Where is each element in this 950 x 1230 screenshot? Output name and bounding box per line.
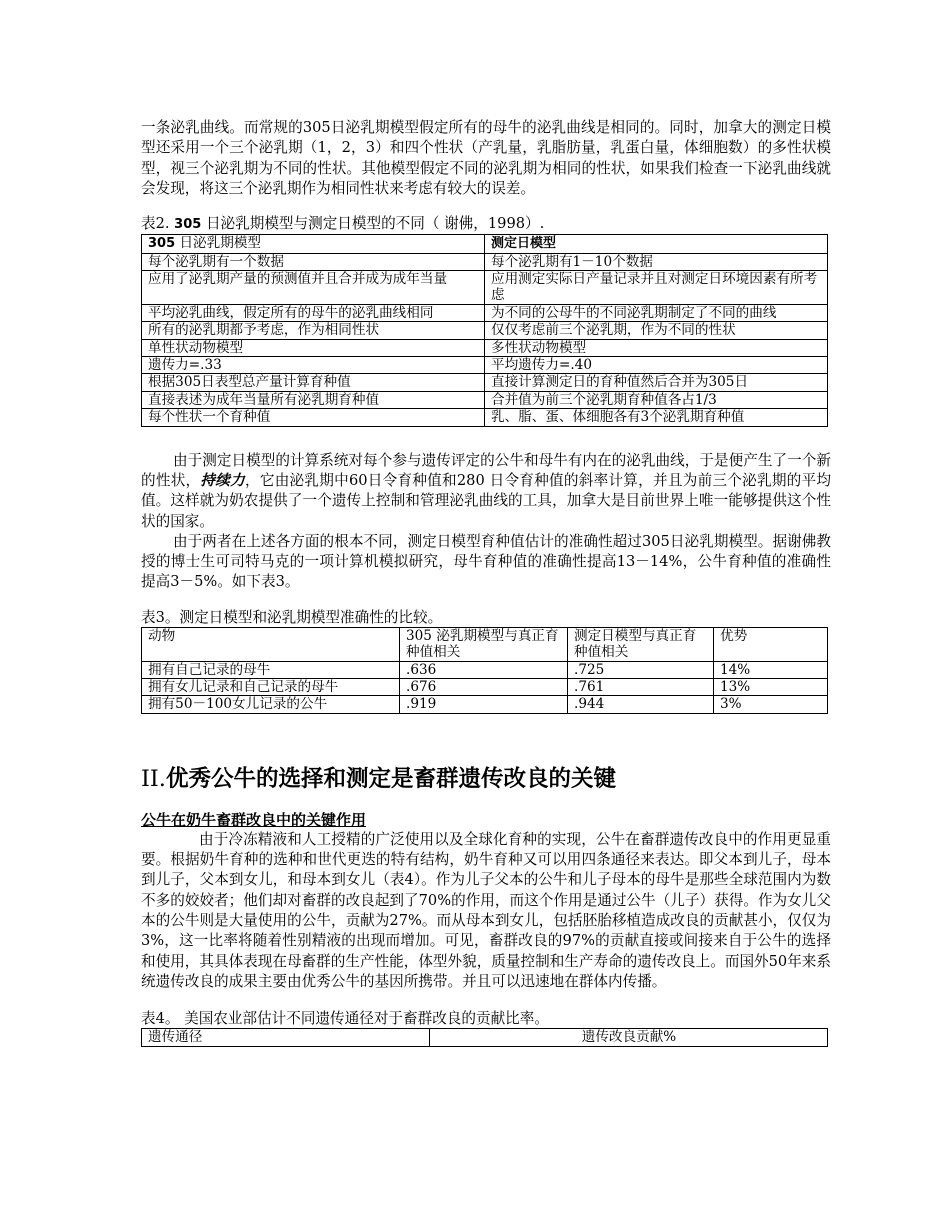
table-row — [142, 391, 828, 408]
table-header-cell: 动物 — [142, 627, 400, 661]
table4-caption: 表4。 美国农业部估计不同遗传通径对于畜群改良的贡献比率。 — [141, 1010, 549, 1028]
table-cell: 直接计算测定日的育种值然后合并为305日 — [485, 374, 828, 391]
table-header-row — [142, 627, 828, 661]
table2 — [141, 234, 828, 426]
table-cell: 直接表述为成年当量所有泌乳期育种值 — [142, 391, 485, 408]
table-cell: 所有的泌乳期都予考虑，作为相同性状 — [142, 322, 485, 339]
table-cell: 拥有50－100女儿记录的公牛 — [142, 696, 400, 713]
table-header-cell: 测定日模型 — [485, 235, 828, 253]
table-cell: 应用了泌乳期产量的预测值并且合并成为成年当量 — [142, 271, 485, 305]
table-row — [142, 339, 828, 356]
table-row — [142, 253, 828, 270]
document-page — [141, 118, 831, 1047]
table-header-cell: 305 日泌乳期模型 — [142, 235, 485, 253]
table-cell: 3% — [714, 696, 828, 713]
table-cell: 多性状动物模型 — [485, 339, 828, 356]
bull-role-paragraph: 由于冷冻精液和人工授精的广泛使用以及全球化育种的实现，公牛在畜群遗传改良中的作用更显重要。根据奶牛育种的选种和世代更迭的特有结构，奶牛育种又可以用四条通径来表达。即父本到儿子，母本到儿子，父本到女儿，和母本到女儿（表4）。作为儿子父本的公牛和儿子母本的母牛是那些全球范围内为数不多的姣姣者；他们却对畜群的改良起到了70%的作用，而这个作用是通过公牛（儿子）获得。作为女儿父本的公牛则是大量使用的公牛，贡献为27%。而从母本到女儿，包括胚胎移植造成改良的贡献甚小，仅仅为3%，这一比率将随着性别精液的出现而增加。可见，畜群改良的97%的贡献直接或间接来自于公牛的选择和使用，其具体表现在母畜群的生产性能，体型外貌，质量控制和生产寿命的遗传改良上。而国外50年来系统遗传改良的成果主要由优秀公牛的基因所携带。并且可以迅速地在群体内传播。 — [141, 830, 831, 990]
table-cell: 平均遗传力=.40 — [485, 357, 828, 374]
table-cell: 每个性状一个育种值 — [142, 409, 485, 426]
table-cell: .761 — [568, 678, 714, 695]
table-header-cell: 遗传通径 — [142, 1029, 430, 1046]
table-row — [142, 678, 828, 695]
emphasized-term: 持续力 — [200, 471, 245, 489]
table-row — [142, 322, 828, 339]
table-cell: 每个泌乳期有一个数据 — [142, 253, 485, 270]
table4 — [141, 1028, 828, 1046]
table-header-row — [142, 235, 828, 253]
table-cell: .919 — [400, 696, 568, 713]
table-cell: .944 — [568, 696, 714, 713]
table-row — [142, 409, 828, 426]
table3-caption: 表3。测定日模型和泌乳期模型准确性的比较。 — [141, 608, 443, 626]
intro-paragraph: 一条泌乳曲线。而常规的305日泌乳期模型假定所有的母牛的泌乳曲线是相同的。同时，加拿大的测定日模型还采用一个三个泌乳期（1，2，3）和四个性状（产乳量，乳脂肪量，乳蛋白量，体细胞数）的多性状模型，视三个泌乳期为不同的性状。其他模型假定不同的泌乳期为相同的性状，如果我们检查一下泌乳曲线就会发现，将这三个泌乳期作为相同性状来考虑有较大的误差。 — [141, 119, 831, 197]
table-cell: 14% — [714, 661, 828, 678]
table-cell: 拥有女儿记录和自己记录的母牛 — [142, 678, 400, 695]
section-heading: II.优秀公牛的选择和测定是畜群遗传改良的关键 — [141, 765, 616, 792]
table-cell: 合并值为前三个泌乳期育种值各占1/3 — [485, 391, 828, 408]
table-cell: 仅仅考虑前三个泌乳期，作为不同的性状 — [485, 322, 828, 339]
table-row — [142, 374, 828, 391]
table-cell: 每个泌乳期有1－10个数据 — [485, 253, 828, 270]
table-cell: .676 — [400, 678, 568, 695]
table-header-row — [142, 1029, 828, 1046]
table-cell: 拥有自己记录的母牛 — [142, 661, 400, 678]
table-cell: 应用测定实际日产量记录并且对测定日环境因素有所考虑 — [485, 271, 828, 305]
subsection-heading: 公牛在奶牛畜群改良中的关键作用 — [141, 810, 367, 829]
table3 — [141, 627, 828, 714]
table-row — [142, 661, 828, 678]
table-cell: 遗传力=.33 — [142, 357, 485, 374]
table-header-cell: 优势 — [714, 627, 828, 661]
table-row — [142, 696, 828, 713]
table-row — [142, 304, 828, 321]
table-header-cell: 遗传改良贡献% — [430, 1029, 828, 1046]
table-cell: 乳、脂、蛋、体细胞各有3个泌乳期育种值 — [485, 409, 828, 426]
table-cell: 13% — [714, 678, 828, 695]
table-row — [142, 271, 828, 305]
table-cell: .725 — [568, 661, 714, 678]
table2-caption: 表2. 305 日泌乳期模型与测定日模型的不同（ 谢佛，1998）. — [141, 215, 545, 233]
table-row — [142, 357, 828, 374]
table-cell: 为不同的公母牛的不同泌乳期制定了不同的曲线 — [485, 304, 828, 321]
table-cell: 单性状动物模型 — [142, 339, 485, 356]
accuracy-paragraph: 由于两者在上述各方面的根本不同，测定日模型育种值估计的准确性超过305日泌乳期模型。据谢佛教授的博士生可司特马克的一项计算机模拟研究，母牛育种值的准确性提高13－14%，公牛育种值的准确性提高3－5%。如下表3。 — [141, 532, 831, 591]
table-cell: 根据305日表型总产量计算育种值 — [142, 374, 485, 391]
table-cell: .636 — [400, 661, 568, 678]
table-header-cell: 测定日模型与真正育种值相关 — [568, 627, 714, 661]
persistency-paragraph: 由于测定日模型的计算系统对每个参与遗传评定的公牛和母牛有内在的泌乳曲线，于是便产生了一个新的性状，持续力，它由泌乳期中60日令育种值和280 日令育种值的斜率计算，并且为前三个泌乳期的平均值。这样就为奶农提供了一个遗传上控制和管理泌乳曲线的工具，加拿大是目前世界上唯一能够提供这个性状的国家。 — [141, 451, 831, 530]
table-cell: 平均泌乳曲线，假定所有的母牛的泌乳曲线相同 — [142, 304, 485, 321]
table-header-cell: 305 泌乳期模型与真正育种值相关 — [400, 627, 568, 661]
